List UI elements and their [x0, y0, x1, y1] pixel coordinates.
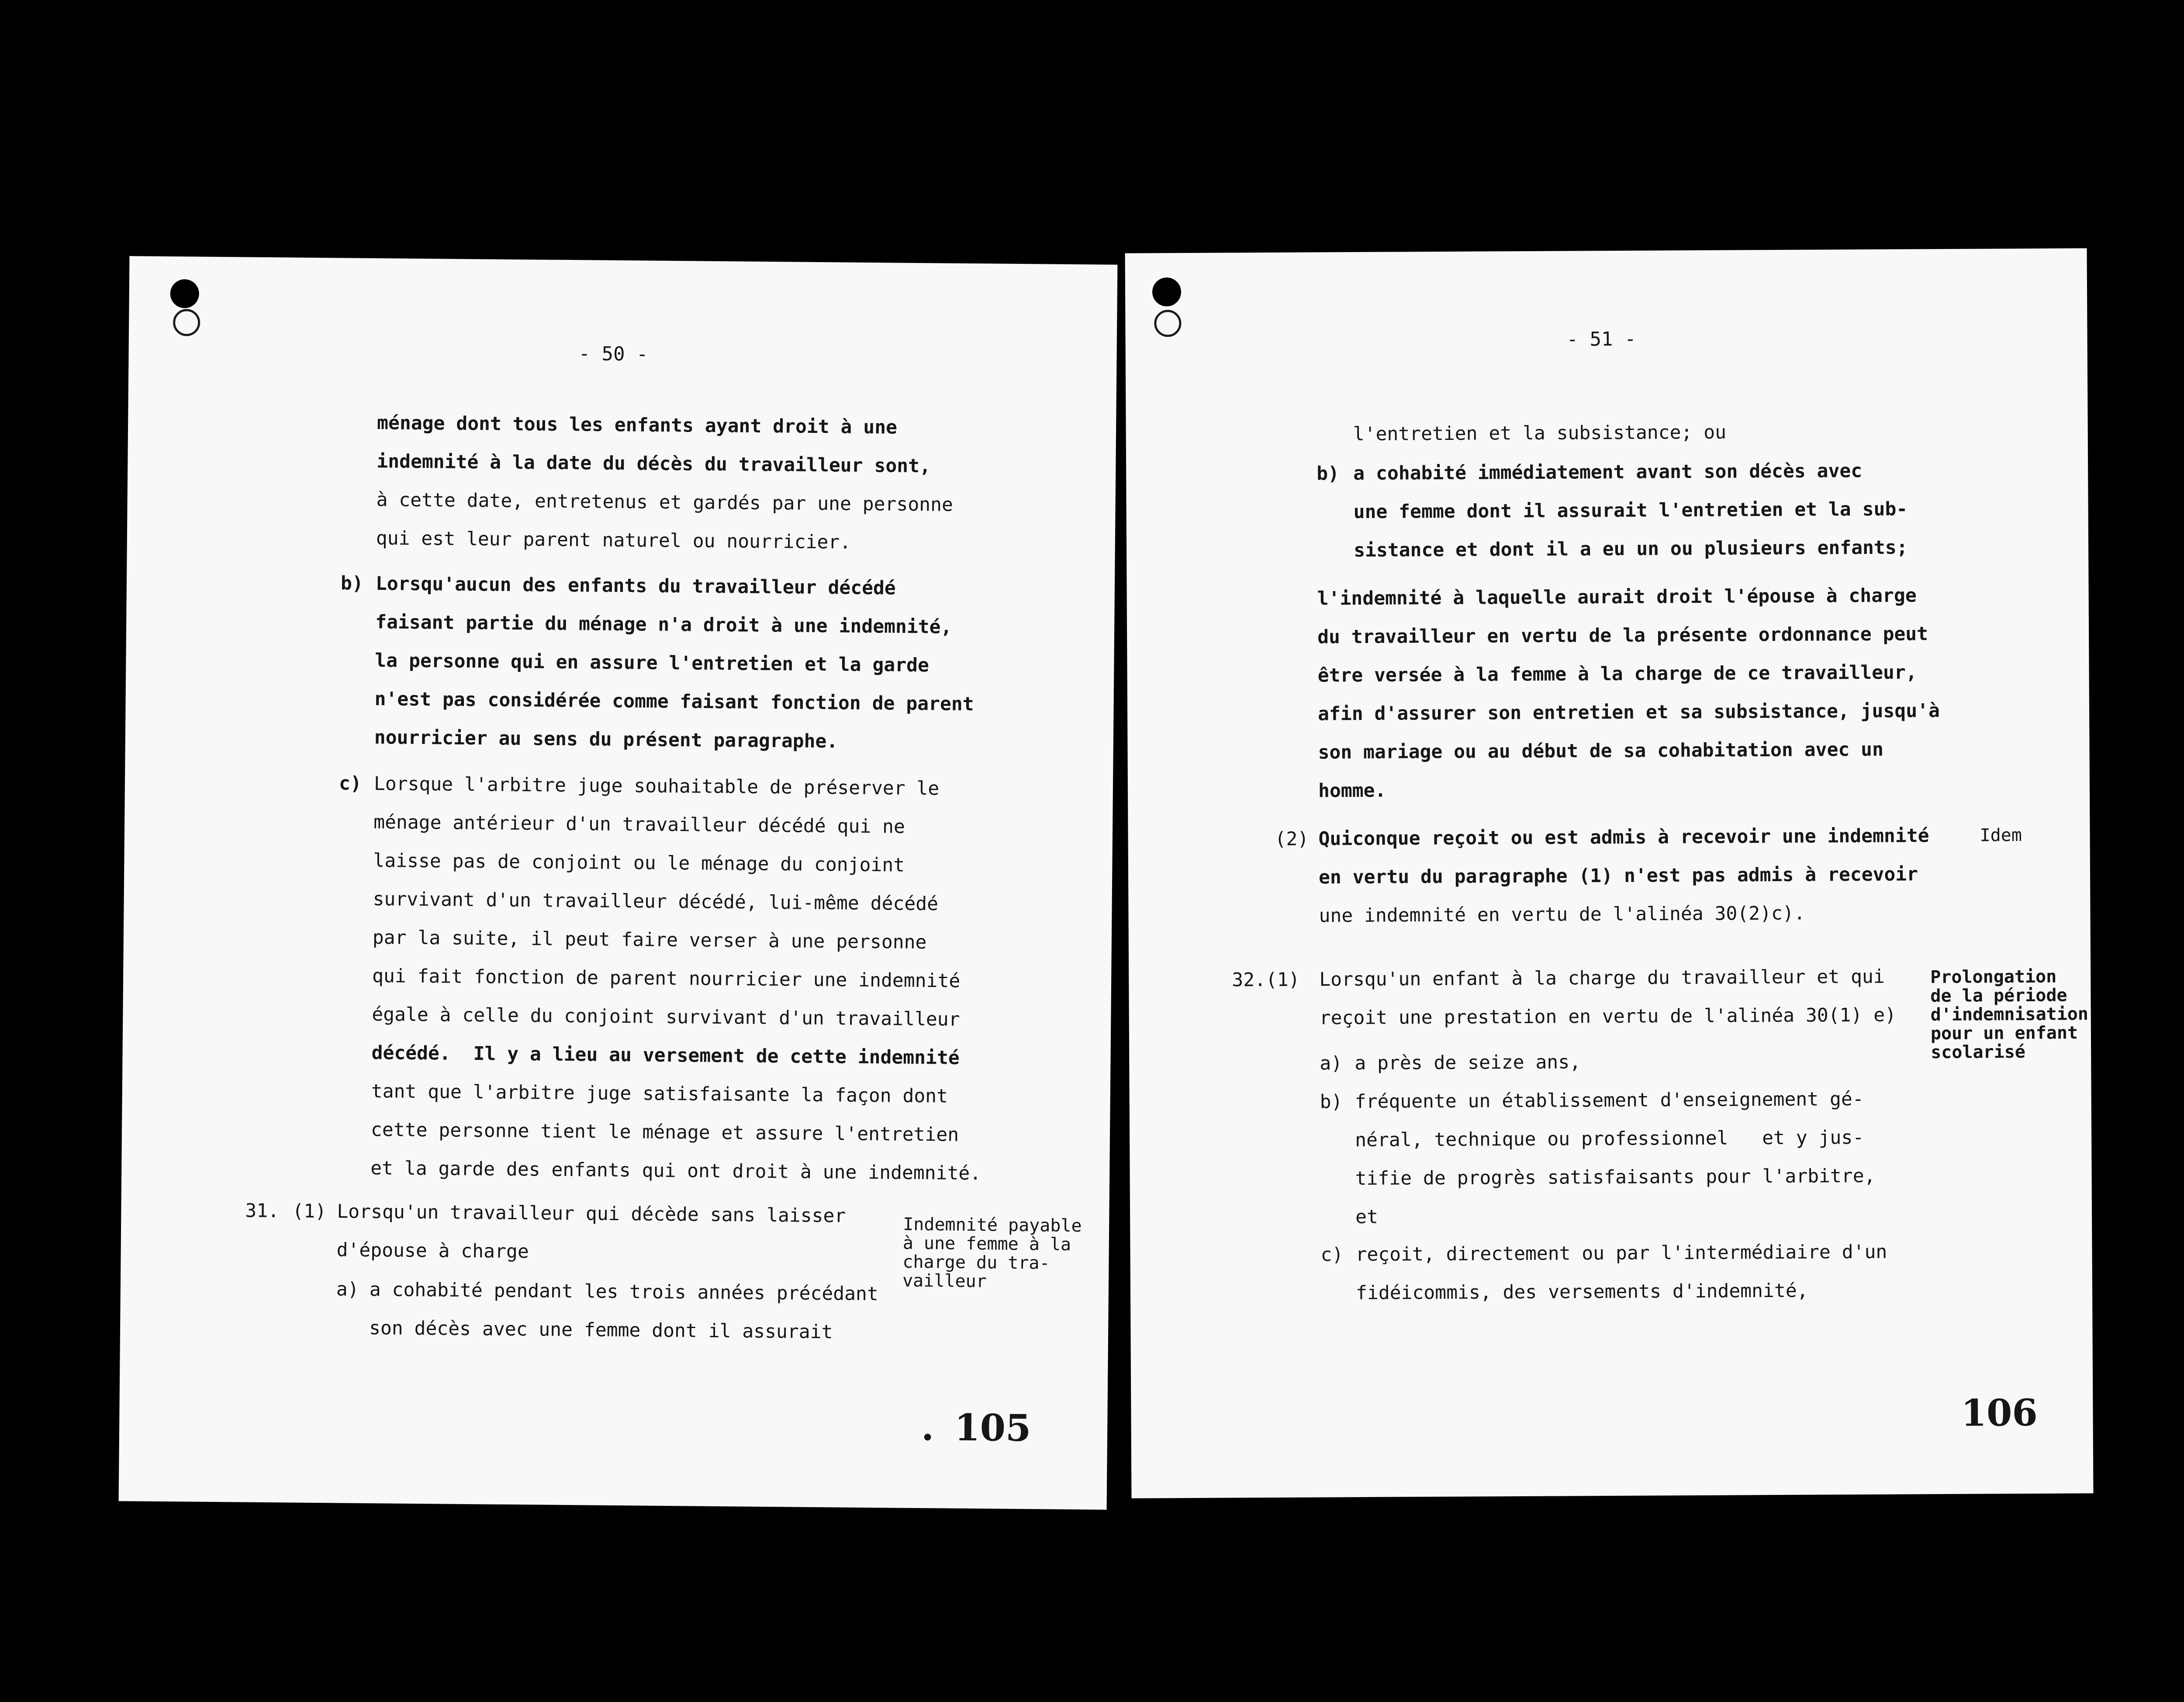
text-line: a cohabité immédiatement avant son décès avec: [1353, 460, 1863, 485]
text-line: ménage dont tous les enfants ayant droit à une: [377, 412, 898, 439]
item-marker: b): [1320, 1091, 1343, 1113]
text-line: survivant d'un travailleur décédé, lui-même décédé: [373, 888, 939, 915]
item-marker: c): [339, 772, 362, 795]
text-line: son décès avec une femme dont il assurait: [369, 1317, 833, 1343]
text-line: qui est leur parent naturel ou nourricier.: [376, 527, 851, 553]
text-line: indemnité à la date du décès du travailleur sont,: [377, 450, 931, 477]
punch-hole-ring-icon: [173, 309, 200, 336]
subsection-marker: (2): [1275, 828, 1309, 851]
folio-stamp: 106: [1961, 1391, 2038, 1435]
text-line: à cette date, entretenus et gardés par une personne: [376, 489, 954, 516]
item-marker: c): [1320, 1244, 1344, 1266]
punch-hole-icon: [1152, 277, 1181, 306]
page-51: [1125, 248, 2094, 1498]
text-line: tifie de progrès satisfaisants pour l'arbitre,: [1355, 1165, 1876, 1190]
text-line: qui fait fonction de parent nourricier une indemnité: [372, 965, 961, 992]
section-number: 31.: [245, 1200, 280, 1222]
text-line: reçoit une prestation en vertu de l'alinéa 30(1) e): [1319, 1004, 1897, 1029]
text-line: nourricier au sens du présent paragraphe.: [374, 726, 838, 753]
text-line: son mariage ou au début de sa cohabitation avec un: [1318, 738, 1884, 764]
text-line: du travailleur en vertu de la présente ordonnance peut: [1317, 623, 1928, 648]
text-line: l'entretien et la subsistance; ou: [1353, 421, 1727, 446]
text-line: n'est pas considérée comme faisant fonction de parent: [374, 688, 974, 716]
text-line: en vertu du paragraphe (1) n'est pas admis à recevoir: [1318, 863, 1918, 889]
text-line: a près de seize ans,: [1355, 1051, 1581, 1075]
folio-stamp: 105: [954, 1405, 1031, 1450]
text-line: une femme dont il assurait l'entretien et la sub-: [1353, 498, 1908, 523]
text-line: l'indemnité à laquelle aurait droit l'épouse à charge: [1317, 585, 1917, 610]
text-line: égale à celle du conjoint survivant d'un travailleur: [372, 1003, 960, 1031]
punch-hole-ring-icon: [1154, 310, 1181, 337]
text-line: Lorsqu'un enfant à la charge du travailleur et qui: [1319, 965, 1885, 991]
text-line: une indemnité en vertu de l'alinéa 30(2)c).: [1319, 902, 1805, 927]
text-line: Quiconque reçoit ou est admis à recevoir une indemnité: [1318, 825, 1929, 850]
item-marker: a): [336, 1278, 359, 1301]
text-line: sistance et dont il a eu un ou plusieurs enfants;: [1353, 536, 1908, 562]
text-line: et la garde des enfants qui ont droit à une indemnité.: [370, 1157, 981, 1185]
section-number: 32.(1): [1232, 969, 1300, 991]
item-marker: b): [1317, 463, 1340, 485]
text-line: ménage antérieur d'un travailleur décédé qui ne: [373, 811, 905, 838]
text-line: d'épouse à charge: [336, 1239, 529, 1263]
margin-note: Prolongation de la période d'indemnisation pour un enfant scolarisé: [1930, 966, 2089, 1063]
punch-hole-icon: [170, 279, 199, 308]
text-line: Lorsque l'arbitre juge souhaitable de préserver le: [373, 773, 940, 800]
stamp-dot: .: [921, 1405, 934, 1449]
subsection-marker: (1): [292, 1200, 327, 1223]
text-line: faisant partie du ménage n'a droit à une indemnité,: [375, 611, 952, 638]
page-number: - 51 -: [1566, 328, 1636, 351]
page-number: - 50 -: [578, 342, 648, 366]
text-line: et: [1355, 1206, 1379, 1228]
text-line: a cohabité pendant les trois années précédant: [369, 1279, 878, 1305]
text-line: fidéicommis, des versements d'indemnité,: [1355, 1280, 1808, 1304]
text-line: cette personne tient le ménage et assure l'entretien: [370, 1119, 959, 1146]
item-marker: b): [340, 572, 363, 595]
text-line: la personne qui en assure l'entretien et la garde: [375, 650, 930, 677]
text-line: néral, technique ou professionnel et y jus-: [1355, 1126, 1864, 1152]
margin-note-idem: Idem: [1980, 825, 2022, 846]
margin-note: Indemnité payable à une femme à la charge du tra- vailleur: [902, 1214, 1082, 1292]
text-line: laisse pas de conjoint ou le ménage du conjoint: [373, 850, 905, 876]
text-line: reçoit, directement ou par l'intermédiaire d'un: [1355, 1241, 1887, 1266]
page-50: [119, 256, 1118, 1510]
text-line: Lorsqu'aucun des enfants du travailleur décédé: [375, 573, 896, 599]
text-line: tant que l'arbitre juge satisfaisante la façon dont: [371, 1080, 948, 1107]
text-line: Lorsqu'un travailleur qui décède sans laisser: [337, 1200, 846, 1227]
item-marker: a): [1320, 1052, 1343, 1075]
text-line: homme.: [1318, 779, 1386, 802]
text-line: être versée à la femme à la charge de ce travailleur,: [1317, 661, 1917, 687]
text-line: afin d'assurer son entretien et sa subsistance, jusqu'à: [1317, 700, 1940, 725]
text-line: par la suite, il peut faire verser à une personne: [372, 927, 927, 954]
text-line: décédé. Il y a lieu au versement de cette indemnité: [371, 1042, 960, 1069]
text-line: fréquente un établissement d'enseignement gé-: [1355, 1088, 1864, 1113]
